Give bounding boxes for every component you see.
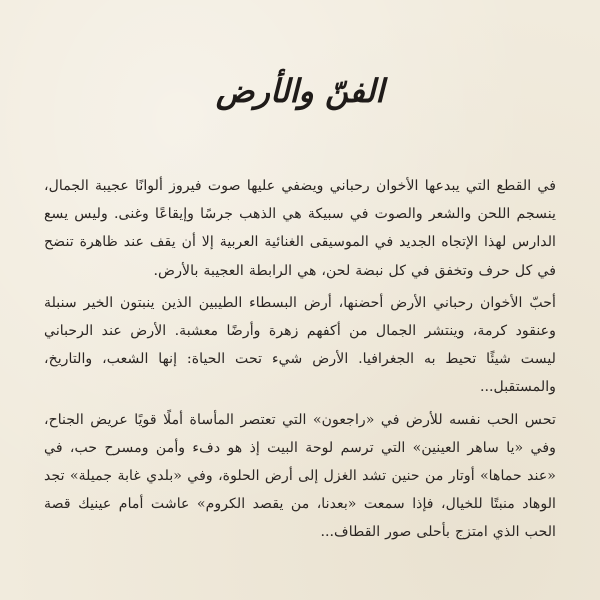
body-text (44, 172, 556, 547)
paragraph-1: في القطع التي يبدعها الأخوان رحباني ويضفي عليها صوت فيروز ألوانًا عجيبة الجمال، ينسجم اللحن والشعر والصوت في سبيكة هي الذهب جرسًا وإيقاعًا وغنى. وليس يسع الدارس لهذا الإتجاه الجديد في الموسيقى الغنائية العربية إلا أن يقف عند ظاهرة تنضح في كل حرف وتخفق في كل نبضة لحن، هي الرابطة العجيبة بالأرض. (44, 178, 556, 279)
page-title: الفنّ والأرض (215, 72, 385, 110)
paragraph-2: أحبّ الأخوان رحباني الأرض أحضنها، أرض البسطاء الطيبين الذين ينبتون الخير سنبلة وعنقود كرمة، وينتشر الجمال من أكفهم زهرة وأرضًا معشبة. الأرض عند الرحباني ليست شيئًا تحيط به الجغرافيا. الأرض شيء تحت الحياة: إنها الشعب، والتاريخ، والمستقبل... (44, 294, 556, 396)
paragraph-3: تحس الحب نفسه للأرض في «راجعون» التي تعتصر المأساة أملًا قويًا عريض الجناح، وفي «يا ساهر العينين» التي ترسم لوحة البيت إذ هو دفء وأمن ومسرح حب، في «عند حماها» أوتار من حنين تشد الغزل إلى أرض الحلوة، وفي «بلدي غابة جميلة» تجد الوهاد منبتًا للخيال، فإذا سمعت «بعدنا، من يقصد الكروم» عاشت أمام عينيك قصة الحب الذي امتزج بأحلى صور القطاف... (44, 411, 556, 541)
